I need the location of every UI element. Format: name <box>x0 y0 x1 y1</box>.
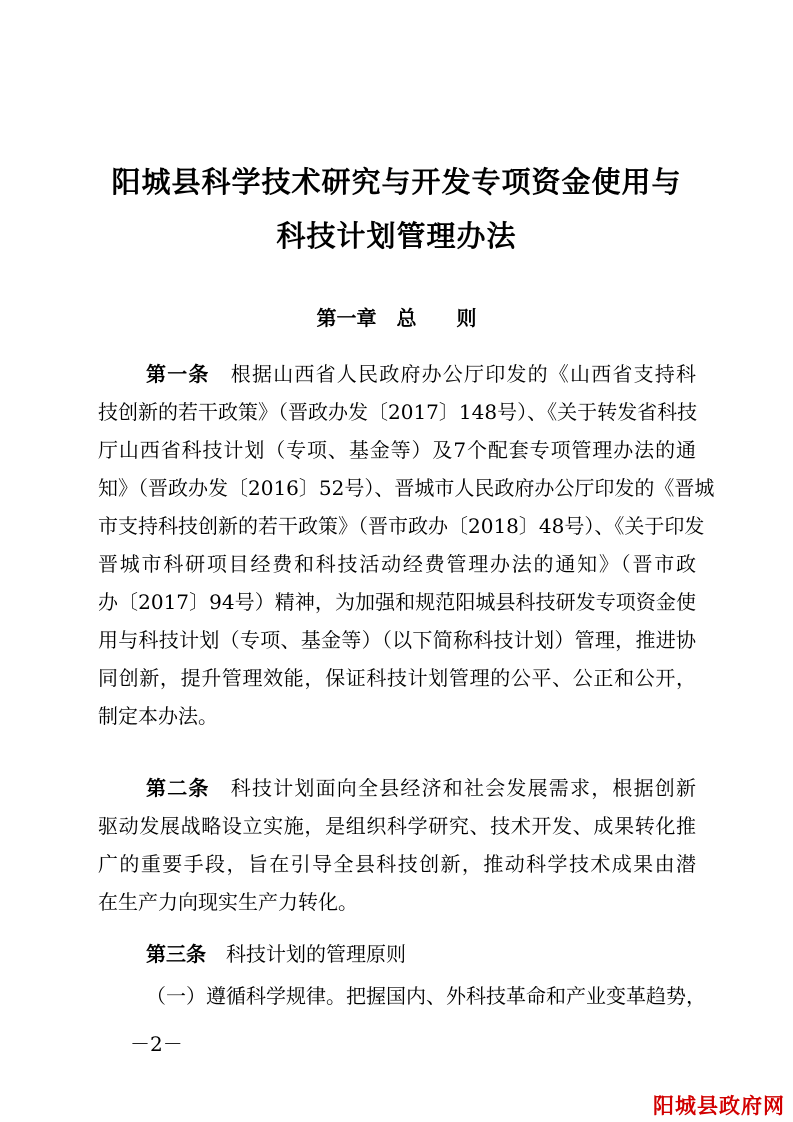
article-1-paragraph-line <box>98 360 696 388</box>
article-1-line: 厅山西省科技计划（专项、基金等）及7个配套专项管理办法的通 <box>98 438 696 462</box>
article-1-line: 市支持科技创新的若干政策》（晋市政办〔2018〕48号）、《关于印发 <box>98 514 705 538</box>
article-1-line: 知》（晋政办发〔2016〕52号）、晋城市人民政府办公厅印发的《晋城 <box>98 476 715 500</box>
site-watermark: 阳城县政府网 <box>653 1094 785 1118</box>
article-1-line: 用与科技计划（专项、基金等）（以下简称科技计划）管理，推进协 <box>98 628 696 652</box>
article-1-line: 晋城市科研项目经费和科技活动经费管理办法的通知》（晋市政 <box>98 552 696 576</box>
article-2-text: 科技计划面向全县经济和社会发展需求，根据创新 <box>229 776 697 800</box>
chapter-heading: 第一章 总 则 <box>316 306 477 330</box>
article-3-text: 科技计划的管理原则 <box>226 942 406 966</box>
article-3-paragraph-line <box>98 940 696 968</box>
article-2-line: 驱动发展战略设立实施，是组织科学研究、技术开发、成果转化推 <box>98 814 696 838</box>
article-2-line: 广的重要手段，旨在引导全县科技创新，推动科学技术成果由潜 <box>98 852 696 876</box>
document-title-line-2: 科技计划管理办法 <box>276 219 517 253</box>
article-1-line: 制定本办法。 <box>98 704 218 728</box>
article-1-label: 第一条 <box>146 362 210 386</box>
item-1-line: （一）遵循科学规律。把握国内、外科技革命和产业变革趋势， <box>146 984 706 1008</box>
article-1-line: 办〔2017〕94号）精神，为加强和规范阳城县科技研发专项资金使 <box>98 590 696 614</box>
article-1-text: 根据山西省人民政府办公厅印发的《山西省支持科 <box>229 362 697 386</box>
article-1-line: 同创新，提升管理效能，保证科技计划管理的公平、公正和公开， <box>98 666 696 690</box>
document-title-line-1: 阳城县科学技术研究与开发专项资金使用与 <box>111 165 682 199</box>
article-3-label: 第三条 <box>146 942 206 966</box>
article-1-line: 技创新的若干政策》（晋政办发〔2017〕148号）、《关于转发省科技 <box>98 400 698 424</box>
article-2-paragraph-line <box>98 774 696 802</box>
page-number: －2－ <box>130 1032 183 1056</box>
article-2-line: 在生产力向现实生产力转化。 <box>98 890 358 914</box>
article-2-label: 第二条 <box>146 776 210 800</box>
